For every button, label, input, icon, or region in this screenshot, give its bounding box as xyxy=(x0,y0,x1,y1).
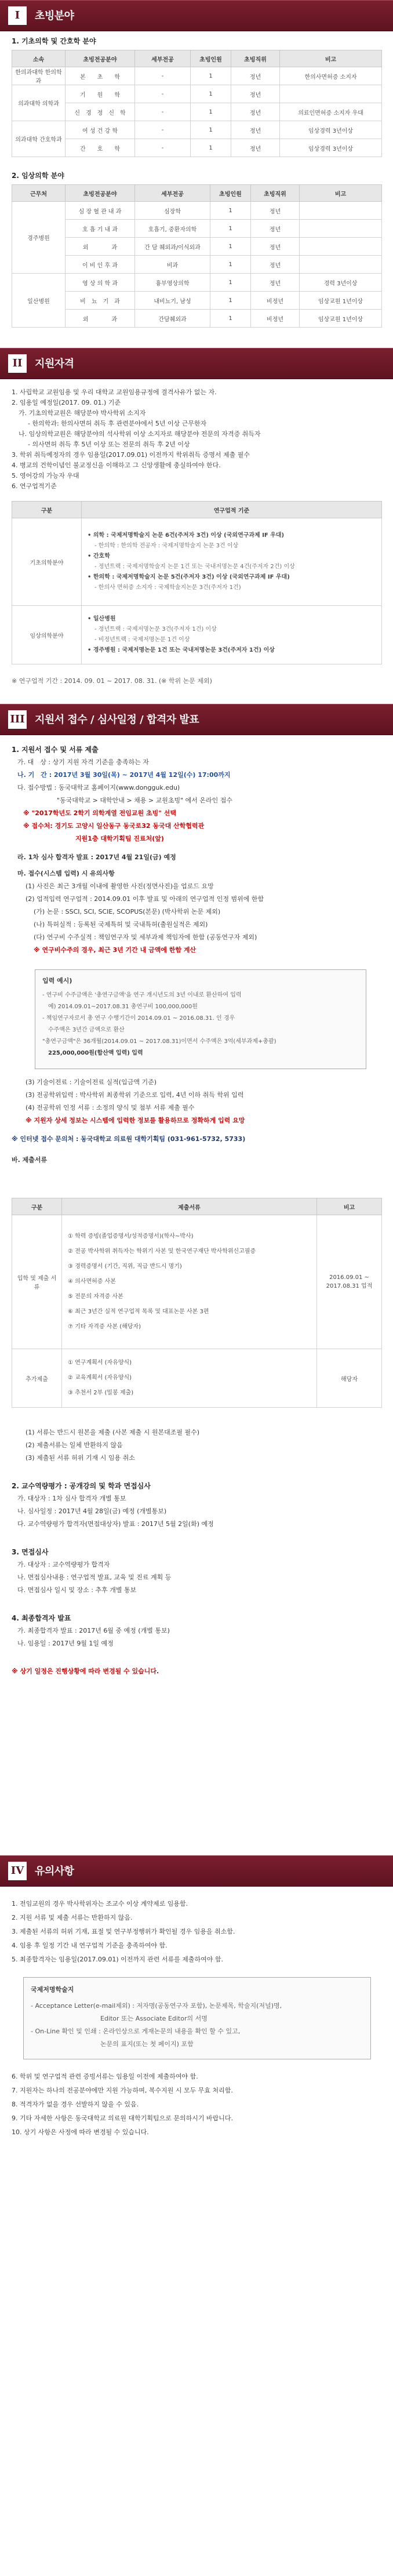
table-cell: 정년 xyxy=(251,220,300,238)
col-header: 초빙직위 xyxy=(231,50,280,67)
table-cell: 1 xyxy=(191,85,231,103)
criteria-item: - 정년트랙 : 국제저명학술지 논문 1건 또는 국내저명논문 4건(주저자 2건) 이상 xyxy=(94,564,295,570)
info-line: 나. 심사일정 : 2017년 4월 28일(금) 예정 (개별통보) xyxy=(17,1507,167,1515)
table-cell: 비 뇨 기 과 xyxy=(66,292,135,310)
table-row xyxy=(12,67,382,85)
doc-item: ⑤ 전문의 자격증 사본 xyxy=(68,1294,123,1300)
table-cell: 정년 xyxy=(231,139,280,157)
col-header: 초빙직위 xyxy=(251,185,300,202)
col-header: 연구업적 기준 xyxy=(82,502,382,518)
table-cell: 1 xyxy=(191,67,231,85)
list-item: 7. 지원자는 하나의 전공분야에만 지원 가능하며, 복수지원 시 모두 무효 처리함. xyxy=(12,2087,233,2094)
table-cell: 기 원 학 xyxy=(66,85,135,103)
step-heading: 3. 면접심사 xyxy=(12,1548,49,1556)
table-cell xyxy=(82,606,382,664)
notice-line: ※ "2017학년도 2학기 의학계열 전임교원 초빙" 선택 xyxy=(23,809,177,817)
list-item: 나. 임상의학교원은 해당분야의 석사학위 이상 소지자로 해당분야 전문의 자격증 취득자 xyxy=(19,430,261,438)
table-cell: 신 경 정 신 학 xyxy=(66,103,135,121)
info-line: 나. 임용일 : 2017년 9월 1일 예정 xyxy=(17,1640,114,1647)
table-cell xyxy=(280,85,382,103)
box-line: - 책임연구자로서 총 연구 수행기간이 2014.09.01 ~ 2016.08.31. 인 경우 xyxy=(42,1015,235,1022)
criteria-item: - 한의학 : 한의학 전공자 : 국제저명학술지 논문 3건 이상 xyxy=(94,543,239,549)
table-cell: 정년 xyxy=(251,202,300,220)
criteria-item: • 경주병원 : 국제저명논문 1건 또는 국내저명논문 3건(주저자 1건) 이상 xyxy=(88,647,275,653)
col-header: 초빙전공분야 xyxy=(66,50,135,67)
section-header xyxy=(0,0,393,31)
table-cell: 간담췌외과 xyxy=(135,310,210,328)
table-cell: 의과대학 의학과 xyxy=(12,85,66,121)
doc-item: ① 학력 증빙(졸업증명서/성적증명서)(학사~박사) xyxy=(68,1233,194,1240)
info-line: (2) 제출서류는 일체 반환하지 않음 xyxy=(26,1441,123,1449)
col-header: 비고 xyxy=(280,50,382,67)
table-row xyxy=(12,256,382,274)
table-cell: 한의사면허증 소지자 xyxy=(280,67,382,85)
info-line: 나. 면접심사내용 : 연구업적 발표, 교육 및 진료 계획 등 xyxy=(17,1574,172,1581)
info-line: ※ 연구비수주의 경우, 최근 3년 기간 내 금액에 한함 계산 xyxy=(34,946,196,954)
notice-line: ※ 접수처: 경기도 고양시 일산동구 동국로32 동국대 산학협력관 xyxy=(23,822,205,830)
table-row xyxy=(12,121,382,139)
table-cell: 비과 xyxy=(135,256,210,274)
table-row xyxy=(12,518,382,606)
doc-item: ⑦ 기타 자격증 사본 (해당자) xyxy=(68,1324,141,1330)
documents-table xyxy=(12,1198,382,1408)
box-title: 입력 예시) xyxy=(42,977,72,984)
table-cell: 한의과대학 한의학과 xyxy=(12,67,66,85)
col-header: 초빙인원 xyxy=(210,185,251,202)
col-header: 초빙전공분야 xyxy=(66,185,135,202)
table-cell xyxy=(82,518,382,606)
section-header xyxy=(0,348,393,379)
table-cell: 심 장 혈 관 내 과 xyxy=(66,202,135,220)
table-cell: 임상경력 3년이상 xyxy=(280,139,382,157)
info-line: 다. 접수방법 : 동국대학교 홈페이지(www.dongguk.edu) xyxy=(17,784,180,791)
table-cell: 1 xyxy=(191,139,231,157)
col-header: 비고 xyxy=(317,1198,382,1215)
info-line: 가. 대 상 : 상기 지원 자격 기준을 충족하는 자 xyxy=(17,758,149,766)
list-item: 2. 임용일 예정일(2017. 09. 01.) 기준 xyxy=(12,399,121,406)
table-cell: 간 담 췌외과/이식외과 xyxy=(135,238,210,256)
table-cell: - xyxy=(135,103,191,121)
doc-item: ⑥ 최근 3년간 실적 연구업적 목록 및 대표논문 사본 3편 xyxy=(68,1309,209,1315)
table-cell: 임상의학분야 xyxy=(12,606,82,664)
table-row xyxy=(12,220,382,238)
table-cell xyxy=(300,256,382,274)
list-item: 3. 제출된 서류의 허위 기재, 표절 및 연구부정행위가 확인될 경우 임용을 취소함. xyxy=(12,1928,235,1935)
section-header xyxy=(0,1855,393,1887)
table-cell: - xyxy=(135,67,191,85)
doc-item: ④ 의사면허증 사본 xyxy=(68,1278,116,1285)
review-schedule xyxy=(12,1426,383,1678)
table-row xyxy=(12,606,382,664)
criteria-item: • 한의학 : 국제저명학술지 논문 5건(주저자 3건) 이상 (국외연구과제 IF 우대) xyxy=(88,574,290,580)
table-cell: 임상경력 3년이상 xyxy=(280,121,382,139)
box-line: - On-Line 확인 및 인쇄 : 온라인상으로 게재논문의 내용을 확인 할 수 있고, xyxy=(31,2028,241,2035)
info-line: (3) 기술이전료 : 기술이전료 실적(입금액 기준) xyxy=(26,1078,157,1086)
eligibility-list xyxy=(12,387,383,492)
info-line: (3) 전공학위입력 : 박사학위 최종학위 기준으로 입력, 4년 이하 취득 학위 입력 xyxy=(26,1091,244,1099)
notice-line: ※ 지원자 상세 정보는 시스템에 입력한 정보를 활용하므로 정확하게 입력 요망 xyxy=(26,1117,245,1124)
input-example-box xyxy=(35,969,366,1069)
table-cell: 경주병원 xyxy=(12,202,66,274)
doc-item: ② 전공 박사학위 취득자는 학위기 사본 및 한국연구재단 박사학위신고필증 xyxy=(68,1248,256,1255)
table-cell: 호 흡 기 내 과 xyxy=(66,220,135,238)
table-cell: 임상교원 1년이상 xyxy=(300,292,382,310)
info-line: (1) 사진은 최근 3개월 이내에 촬영한 사진(정면사진)을 업로드 요망 xyxy=(26,882,214,890)
step-heading: 4. 최종합격자 발표 xyxy=(12,1614,71,1622)
info-line: 바. 제출서류 xyxy=(12,1156,48,1164)
table-cell xyxy=(300,202,382,220)
table-cell: 내비뇨기, 남성 xyxy=(135,292,210,310)
table-cell: 해당자 xyxy=(317,1349,382,1408)
list-item: 1. 전임교원의 경우 박사학위자는 조교수 이상 계약제로 임용함. xyxy=(12,1900,188,1908)
box-title: 국제저명학술지 xyxy=(31,1986,74,1993)
info-line: (3) 제출된 서류 허위 기재 시 임용 취소 xyxy=(26,1454,135,1462)
table-cell xyxy=(62,1349,317,1408)
table-cell: 정년 xyxy=(251,274,300,292)
basic-medicine-table xyxy=(12,50,382,157)
col-header: 비고 xyxy=(300,185,382,202)
info-line: (가) 논문 : SSCI, SCI, SCIE, SCOPUS(본문) (박사학위 논문 제외) xyxy=(34,908,221,915)
list-item: 3. 학위 취득예정자의 경우 임용일(2017.09.01) 이전까지 학위취득 증명서 제출 필수 xyxy=(12,451,250,459)
criteria-item: - 한의사 면허증 소지자 : 국제학술지논문 3건(주저자 1건) xyxy=(94,584,241,591)
box-line: "총연구금액"은 36개월(2014.09.01 ~ 2017.08.31)이면서 수주액은 3억(세부과제+총괄) xyxy=(42,1038,276,1045)
box-line: 수주액은 3년간 금액으로 환산 xyxy=(48,1027,125,1033)
application-info-2 xyxy=(12,1076,383,1167)
list-item: 2. 지원 서류 및 제출 서류는 반환하지 않음. xyxy=(12,1914,133,1921)
info-line: 가. 최종합격자 발표 : 2017년 6월 중 예정 (개별 통보) xyxy=(17,1627,170,1634)
list-item: 4. 임용 후 일정 기간 내 연구업적 기준을 충족하여야 함. xyxy=(12,1942,168,1949)
section-number: III xyxy=(8,710,27,729)
criteria-item: • 간호학 xyxy=(88,553,110,559)
table-cell: 입학 및 제출 서류 xyxy=(12,1215,62,1349)
table-cell: 이 비 인 후 과 xyxy=(66,256,135,274)
section-title: 초빙분야 xyxy=(35,10,74,22)
table-cell: 1 xyxy=(210,220,251,238)
box-line: Editor 또는 Associate Editor의 서명 xyxy=(100,2015,208,2022)
clinical-medicine-table xyxy=(12,184,382,328)
section-number: IV xyxy=(8,1862,27,1880)
table-cell: 정년 xyxy=(251,256,300,274)
journal-criteria-box xyxy=(23,1977,371,2059)
list-item: 6. 연구업적기준 xyxy=(12,482,57,490)
list-item: 1. 사립학교 교원임용 및 우리 대학교 교원임용규정에 결격사유가 없는 자. xyxy=(12,388,217,396)
criteria-item: • 의학 : 국제저명학술지 논문 6건(주저자 3건) 이상 (국외연구과제 IF 우대) xyxy=(88,532,285,539)
table-cell: 1 xyxy=(210,238,251,256)
application-period: 나. 기 간 : 2017년 3월 30일(목) ~ 2017년 4월 12일(수) 17:00까지 xyxy=(17,771,231,779)
table-cell: 정년 xyxy=(251,238,300,256)
doc-item: ③ 추천서 2부 (밀봉 제출) xyxy=(68,1390,134,1396)
table-cell: 1 xyxy=(210,274,251,292)
info-line: (나) 특허실적 : 등록된 국제특허 및 국내특허(출원실적은 제외) xyxy=(34,921,208,928)
info-line: 다. 면접심사 일시 및 장소 : 추후 개별 통보 xyxy=(17,1586,137,1594)
section-title: 지원서 접수 / 심사일정 / 합격자 발표 xyxy=(35,714,199,726)
footnote: ※ 연구업적 기간 : 2014. 09. 01 ~ 2017. 08. 31. (※ 학위 논문 제외) xyxy=(12,677,212,685)
table-cell: 여 성 건 강 학 xyxy=(66,121,135,139)
table-row xyxy=(12,202,382,220)
table-cell: 1 xyxy=(210,292,251,310)
table-cell xyxy=(300,238,382,256)
list-item: - 한의학과: 한의사면허 취득 후 관련분야에서 5년 이상 근무한자 xyxy=(28,420,207,427)
subsection-heading: 1. 기초의학 및 간호학 분야 xyxy=(12,37,96,45)
table-row xyxy=(12,238,382,256)
notes-list xyxy=(12,1897,383,1967)
table-cell: 비정년 xyxy=(251,310,300,328)
notice-line: 지원1층 대학기획팀 진료처(앞) xyxy=(75,835,164,842)
section-number: II xyxy=(8,354,27,373)
table-cell: 추가제출 xyxy=(12,1349,62,1408)
table-cell: 심장학 xyxy=(135,202,210,220)
box-line: - 연구비 수주금액은 '총연구금액'을 연구 개시년도의 3년 이내로 환산하여 입력 xyxy=(42,992,242,998)
step-heading: 1. 지원서 접수 및 서류 제출 xyxy=(12,746,99,754)
info-line: 라. 1차 심사 합격자 발표 : 2017년 4월 21일(금) 예정 xyxy=(17,853,176,861)
table-cell: - xyxy=(135,85,191,103)
doc-item: ③ 경력증명서 (기간, 직위, 직급 반드시 명기) xyxy=(68,1263,182,1270)
box-content xyxy=(31,2000,365,2051)
info-line: (1) 서류는 반드시 원본을 제출 (사본 제출 시 원본대조필 필수) xyxy=(26,1429,200,1436)
info-line: (2) 업적입력 연구업적 : 2014.09.01 이후 발표 및 아래의 연구업적 인정 범위에 한함 xyxy=(26,895,264,903)
col-header: 세부전공 xyxy=(135,50,191,67)
table-cell: 임상교원 1년이상 xyxy=(300,310,382,328)
table-cell: 정년 xyxy=(231,67,280,85)
list-item: 10. 상기 사항은 사정에 따라 변경될 수 있습니다. xyxy=(12,2128,149,2136)
col-header: 제출서류 xyxy=(62,1198,317,1215)
table-row xyxy=(12,1215,382,1349)
table-cell: 정년 xyxy=(231,121,280,139)
table-cell: 정년 xyxy=(231,103,280,121)
table-cell: 호흡기, 중환자의학 xyxy=(135,220,210,238)
table-cell: 2016.09.01 ~ 2017.08.31 업적 xyxy=(317,1215,382,1349)
info-line: (4) 전공학위 인정 서류 : 소정의 양식 및 첨부 서류 제출 필수 xyxy=(26,1104,195,1111)
table-row xyxy=(12,139,382,157)
col-header: 근무처 xyxy=(12,185,66,202)
info-line xyxy=(12,769,383,782)
criteria-item: • 일산병원 xyxy=(88,616,116,622)
info-line: 마. 접수(시스템 입력) 시 유의사항 xyxy=(17,870,115,877)
section-title: 유의사항 xyxy=(35,1865,74,1877)
table-cell: 1 xyxy=(191,103,231,121)
table-cell: 기초의학분야 xyxy=(12,518,82,606)
info-line: 가. 대상자 : 교수역량평가 합격자 xyxy=(17,1561,110,1568)
table-row xyxy=(12,103,382,121)
col-header: 세부전공 xyxy=(135,185,210,202)
table-cell: 일산병원 xyxy=(12,274,66,328)
table-row xyxy=(12,274,382,292)
table-cell: 흉부영상의학 xyxy=(135,274,210,292)
doc-item: ② 교육계획서 (자유양식) xyxy=(68,1375,132,1381)
list-item: 8. 적격자가 없을 경우 선발하지 않을 수 있음. xyxy=(12,2101,139,2108)
notes-list-2 xyxy=(12,2070,383,2139)
table-cell: 정년 xyxy=(231,85,280,103)
table-cell: 비정년 xyxy=(251,292,300,310)
table-cell: 영 상 의 학 과 xyxy=(66,274,135,292)
subsection-heading: 2. 임상의학 분야 xyxy=(12,172,64,180)
table-cell: 경력 3년이상 xyxy=(300,274,382,292)
step-heading: 2. 교수역량평가 : 공개강의 및 학과 면접심사 xyxy=(12,1482,151,1490)
list-item: 4. 병교의 건학이념인 불교정신을 이해하고 그 신앙생활에 충실하여야 한다. xyxy=(12,462,221,469)
table-cell: 외 과 xyxy=(66,310,135,328)
box-line: 논문의 표지(또는 첫 페이지) 포함 xyxy=(100,2040,194,2048)
box-line: - Acceptance Letter(e-mail제외) : 저자명(공동연구자 포함), 논문제목, 학술지(저널)명, xyxy=(31,2002,282,2010)
box-content xyxy=(42,990,360,1059)
table-cell: - xyxy=(135,139,191,157)
table-cell: 의료인면허증 소지자 우대 xyxy=(280,103,382,121)
criteria-item: - 정년트랙 : 국제저명논문 3건(주저자 1건) 이상 xyxy=(94,626,217,633)
list-item: 9. 기타 자세한 사항은 동국대학교 의료원 대학기획팀으로 문의하시기 바랍니다. xyxy=(12,2114,233,2122)
list-item: 5. 최종합격자는 임용일(2017.09.01) 이전까지 관련 서류를 제출하여야 함. xyxy=(12,1956,224,1963)
section-header xyxy=(0,704,393,735)
table-cell: 1 xyxy=(210,202,251,220)
box-line: 예) 2014.09.01~2017.08.31 총연구비 100,000,000원 xyxy=(48,1004,198,1010)
list-item: 6. 학위 및 연구업적 관련 증빙서류는 임용일 이전에 제출하여야 함. xyxy=(12,2073,198,2080)
table-cell: 본 초 학 xyxy=(66,67,135,85)
criteria-item: - 비정년트랙 : 국제저명논문 1건 이상 xyxy=(94,637,190,643)
application-info xyxy=(12,743,383,957)
table-cell xyxy=(300,220,382,238)
table-cell xyxy=(62,1215,317,1349)
inquiry-line: ※ 인터넷 접수 문의처 : 동국대학교 의료원 대학기획팀 (031-961-5732, 5733) xyxy=(12,1135,246,1143)
info-line: 다. 교수역량평가 합격자(면접대상자) 발표 : 2017년 5월 2일(화) 예정 xyxy=(17,1520,214,1528)
doc-item: ① 연구계획서 (자유양식) xyxy=(68,1360,132,1366)
section-number: I xyxy=(8,6,27,25)
list-item: 5. 영어강의 가능자 우대 xyxy=(12,472,79,479)
notice-line: ※ 상기 일정은 진행상황에 따라 변경될 수 있습니다. xyxy=(12,1667,159,1675)
col-header: 초빙인원 xyxy=(191,50,231,67)
list-item: - 의사면허 취득 후 5년 이상 또는 전문의 취득 후 2년 이상 xyxy=(28,441,190,448)
col-header: 소속 xyxy=(12,50,66,67)
table-cell: 1 xyxy=(191,121,231,139)
section-title: 지원자격 xyxy=(35,358,74,370)
info-line: "동국대학교 > 대학안내 > 채용 > 교원초빙" 에서 온라인 접수 xyxy=(57,797,233,804)
col-header: 구분 xyxy=(12,502,82,518)
table-cell: - xyxy=(135,121,191,139)
info-line: 가. 대상자 : 1차 심사 합격자 개별 통보 xyxy=(17,1495,126,1502)
table-cell: 의과대학 간호학과 xyxy=(12,121,66,157)
col-header: 구분 xyxy=(12,1198,62,1215)
box-line: 225,000,000원(합산액 입력) 입력 xyxy=(48,1050,143,1056)
table-row xyxy=(12,1349,382,1408)
table-row xyxy=(12,85,382,103)
info-line: (다) 연구비 수주실적 : 책임연구자 및 세부과제 책임자에 한함 (공동연구자 제외) xyxy=(34,933,257,941)
list-item: 가. 기초의학교원은 해당분야 박사학위 소지자 xyxy=(19,409,146,417)
table-row xyxy=(12,310,382,328)
table-row xyxy=(12,292,382,310)
table-cell: 간 호 학 xyxy=(66,139,135,157)
table-cell: 외 과 xyxy=(66,238,135,256)
research-criteria-table xyxy=(12,501,382,664)
table-cell: 1 xyxy=(210,310,251,328)
table-cell: 1 xyxy=(210,256,251,274)
